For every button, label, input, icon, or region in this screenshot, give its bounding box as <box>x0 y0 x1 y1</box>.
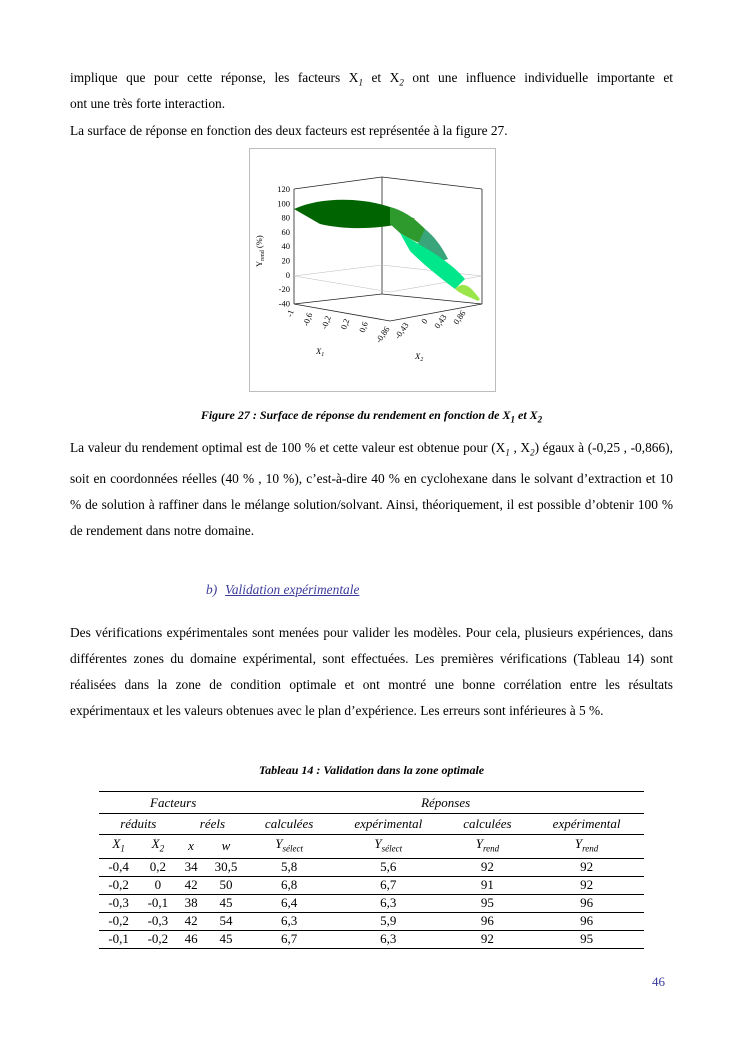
table-cell: 45 <box>205 894 248 912</box>
table-cell: 6,3 <box>331 894 446 912</box>
table-cell: 5,6 <box>331 858 446 876</box>
col-w: w <box>205 835 248 859</box>
table-cell: 6,7 <box>247 930 331 948</box>
table-cell: 5,9 <box>331 912 446 930</box>
x2-tick-label: 0 <box>419 316 430 326</box>
x1-tick-label: 0,2 <box>338 317 352 331</box>
x1-tick-label: 0,6 <box>356 320 370 334</box>
table-cell: 50 <box>205 876 248 894</box>
table-header-groups <box>99 792 644 814</box>
table-cell: -0,2 <box>99 912 138 930</box>
table-cell: 42 <box>178 876 205 894</box>
table-cell: 54 <box>205 912 248 930</box>
x1-tick-label: -1 <box>284 308 296 319</box>
response-surface-figure <box>249 148 496 392</box>
table-cell: -0,3 <box>138 912 177 930</box>
z-tick-label: 20 <box>281 255 290 266</box>
table-cell: 6,8 <box>247 876 331 894</box>
page-number: 46 <box>652 974 665 989</box>
table-cell: 5,8 <box>247 858 331 876</box>
intro-line-2: ont une très forte interaction. <box>70 96 226 111</box>
header-facteurs: Facteurs <box>99 792 247 814</box>
table-row <box>99 930 644 948</box>
col-x: x <box>178 835 205 859</box>
table-cell: 96 <box>529 912 644 930</box>
table-cell: 6,3 <box>331 930 446 948</box>
intro-line-3: La surface de réponse en fonction des deux facteurs est représentée à la figure 27. <box>70 123 508 138</box>
x2-axis-label: $X_2$ <box>415 351 424 363</box>
col-y-select-exp: $Y_{sélect}$ <box>331 835 446 859</box>
surface-patch-lime <box>455 285 480 301</box>
table-cell: 46 <box>178 930 205 948</box>
table-caption: Tableau 14 : Validation dans la zone optimale <box>258 763 485 777</box>
table-cell: 92 <box>529 876 644 894</box>
table-cell: 6,4 <box>247 894 331 912</box>
x1-tick-label: -0,2 <box>318 314 333 331</box>
z-tick-label: 0 <box>285 269 290 280</box>
col-y-rend-calc: $Y_{rend}$ <box>446 835 530 859</box>
z-tick-label: 120 <box>277 184 290 194</box>
col-y-select-calc: $Y_{sélect}$ <box>247 835 331 859</box>
table-cell: 96 <box>446 912 530 930</box>
section-title: Validation expérimentale <box>225 582 360 597</box>
table-row <box>99 912 644 930</box>
table-cell: 6,3 <box>247 912 331 930</box>
figure-caption: Figure 27 : Surface de réponse du rendement en fonction de $X_1$ et $X_2$ <box>200 408 543 425</box>
z-tick-label: -40 <box>278 298 290 309</box>
col-y-rend-exp: $Y_{rend}$ <box>529 835 644 859</box>
table-cell: -0,2 <box>99 876 138 894</box>
z-tick-label: 60 <box>281 226 290 237</box>
table-row <box>99 876 644 894</box>
col-x2: $X_2$ <box>138 835 177 859</box>
z-axis-label: $Y_{rend}$ (%) <box>254 235 266 267</box>
table-cell: 92 <box>446 858 530 876</box>
header-reponses: Réponses <box>247 792 644 814</box>
table-cell: 0 <box>138 876 177 894</box>
table-cell: 45 <box>205 930 248 948</box>
table-cell: 91 <box>446 876 530 894</box>
x1-axis-label: $X_1$ <box>316 346 325 358</box>
section-label: b) <box>206 582 218 597</box>
table-cell: -0,1 <box>99 930 138 948</box>
z-tick-label: 100 <box>277 198 290 209</box>
z-tick-label: 40 <box>281 241 290 252</box>
response-surface-plot <box>250 149 495 391</box>
table-cell: 38 <box>178 894 205 912</box>
x2-tick-label: 0,86 <box>450 308 468 327</box>
table-cell: 34 <box>178 858 205 876</box>
optimal-paragraph: La valeur du rendement optimal est de 100 % et cette valeur est obtenue pour ($X_1$ , $X_2$) égaux à (-0,25 , -0,866), soit en coordonnées réelles (40 % , 10 %), c’est-à-dire 40 % en cyclohexane dans le solvant d’extraction et 10 % de solution à raffiner dans le mélange solution/solvant. Ainsi, théoriquement, il est possible d’obtenir 100 % de rendement dans notre domaine. <box>70 440 673 538</box>
header-experimental-rend: expérimental <box>529 814 644 835</box>
table-cell: 95 <box>529 930 644 948</box>
intro-line-1: implique que pour cette réponse, les facteurs $X_1$ et $X_2$ ont une influence individuelle importante et <box>70 70 673 88</box>
table-header-subgroups <box>99 814 644 835</box>
table-cell: 96 <box>529 894 644 912</box>
x1-tick-label: -0,6 <box>300 311 315 328</box>
table-cell: 92 <box>446 930 530 948</box>
table-cell: 0,2 <box>138 858 177 876</box>
header-reduits: réduits <box>99 814 178 835</box>
table-cell: 95 <box>446 894 530 912</box>
z-tick-label: -20 <box>278 284 290 295</box>
table-cell: -0,2 <box>138 930 177 948</box>
table-cell: 30,5 <box>205 858 248 876</box>
header-calculees-select: calculées <box>247 814 331 835</box>
table-row <box>99 858 644 876</box>
header-experimental-select: expérimental <box>331 814 446 835</box>
section-heading <box>206 582 359 598</box>
table-row <box>99 894 644 912</box>
z-tick-label: 80 <box>281 212 290 223</box>
header-reels: réels <box>178 814 248 835</box>
validation-table <box>99 791 644 949</box>
table-cell: 92 <box>529 858 644 876</box>
table-cell: -0,1 <box>138 894 177 912</box>
x2-tick-label: -0,43 <box>392 320 411 341</box>
x2-tick-label: 0,43 <box>431 312 449 331</box>
x2-tick-label: -0,86 <box>373 324 392 345</box>
table-cell: -0,3 <box>99 894 138 912</box>
table-header-columns <box>99 835 644 859</box>
col-x1: $X_1$ <box>99 835 138 859</box>
table-cell: 6,7 <box>331 876 446 894</box>
table-cell: 42 <box>178 912 205 930</box>
header-calculees-rend: calculées <box>446 814 530 835</box>
verification-paragraph: Des vérifications expérimentales sont menées pour valider les modèles. Pour cela, plusieurs expériences, dans différentes zones du domaine expérimental, sont effectuées. Les premières vérifications (Tableau 14) sont réalisées dans la zone de condition optimale et ont montré une bonne corrélation entre les résultats expérimentaux et les valeurs obtenues avec le plan d’expérience. Les erreurs sont inférieures à 5 %. <box>70 625 673 718</box>
table-cell: -0,4 <box>99 858 138 876</box>
